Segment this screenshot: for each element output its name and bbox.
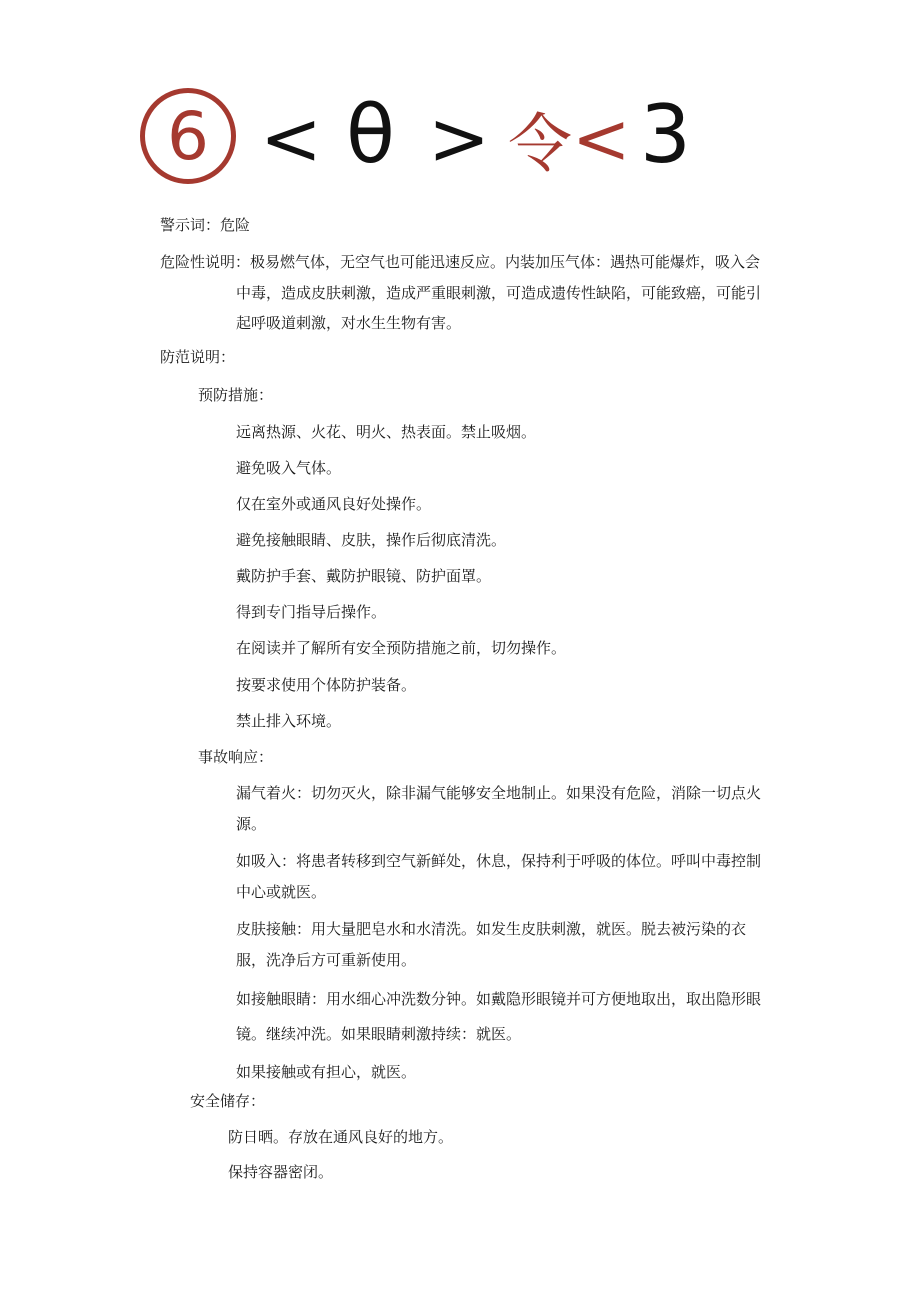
theta-symbol: θ <box>346 88 395 181</box>
response-item-line-1: 漏气着火：切勿灭火，除非漏气能够安全地制止。如果没有危险，消除一切点火 <box>236 784 762 802</box>
less-than-symbol-red: < <box>572 98 631 180</box>
storage-item: 防日晒。存放在通风良好的地方。 <box>228 1128 454 1146</box>
prevention-item: 得到专门指导后操作。 <box>236 603 387 621</box>
hazard-statement-label: 危险性说明： <box>160 253 251 271</box>
prevention-item: 避免吸入气体。 <box>236 459 342 477</box>
response-item-line-2: 镜。继续冲洗。如果眼睛刺激持续：就医。 <box>236 1025 522 1043</box>
storage-title: 安全储存： <box>190 1092 266 1110</box>
response-item-line-1: 皮肤接触：用大量肥皂水和水清洗。如发生皮肤刺激，就医。脱去被污染的衣 <box>236 920 747 938</box>
response-item-line-1: 如接触眼睛：用水细心冲洗数分钟。如戴隐形眼镜并可方便地取出，取出隐形眼 <box>236 990 762 1008</box>
prevention-item: 戴防护手套、戴防护眼镜、防护面罩。 <box>236 567 492 585</box>
prevention-item: 禁止排入环境。 <box>236 712 342 730</box>
prevention-item: 按要求使用个体防护装备。 <box>236 676 417 694</box>
circled-six-digit: 6 <box>167 98 209 175</box>
prevention-title: 预防措施： <box>198 386 274 404</box>
response-item-line-2: 服，洗净后方可重新使用。 <box>236 951 417 969</box>
prevention-item: 避免接触眼睛、皮肤，操作后彻底清洗。 <box>236 531 507 549</box>
ling-glyph: 令 <box>508 108 572 182</box>
greater-than-symbol: > <box>428 96 491 182</box>
signal-word: 警示词：危险 <box>160 216 251 234</box>
hazard-statement-first-line <box>160 253 760 271</box>
response-item-line-2: 中心或就医。 <box>236 883 327 901</box>
response-item-line-2: 源。 <box>236 815 267 833</box>
prevention-item: 远离热源、火花、明火、热表面。禁止吸烟。 <box>236 423 537 441</box>
hazard-statement-line-3: 起呼吸道刺激，对水生生物有害。 <box>236 314 462 332</box>
hazard-statement-line-1: 极易燃气体，无空气也可能迅速反应。内装加压气体：遇热可能爆炸，吸入会 <box>250 253 761 271</box>
response-item-line-1: 如果接触或有担心，就医。 <box>236 1063 417 1081</box>
hazard-statement-line-2: 中毒，造成皮肤刺激，造成严重眼刺激，可造成遗传性缺陷，可能致癌，可能引 <box>236 284 762 302</box>
prevention-item: 仅在室外或通风良好处操作。 <box>236 495 432 513</box>
response-title: 事故响应： <box>198 748 274 766</box>
less-than-symbol: < <box>260 96 323 182</box>
response-item-line-1: 如吸入：将患者转移到空气新鲜处，休息，保持利于呼吸的体位。呼叫中毒控制 <box>236 852 762 870</box>
storage-item: 保持容器密闭。 <box>228 1163 334 1181</box>
digit-three-symbol: 3 <box>640 88 691 181</box>
prevention-item: 在阅读并了解所有安全预防措施之前，切勿操作。 <box>236 639 567 657</box>
precaution-title: 防范说明： <box>160 348 236 366</box>
hazard-pictogram-row <box>140 88 700 192</box>
circled-six-icon <box>140 88 236 184</box>
